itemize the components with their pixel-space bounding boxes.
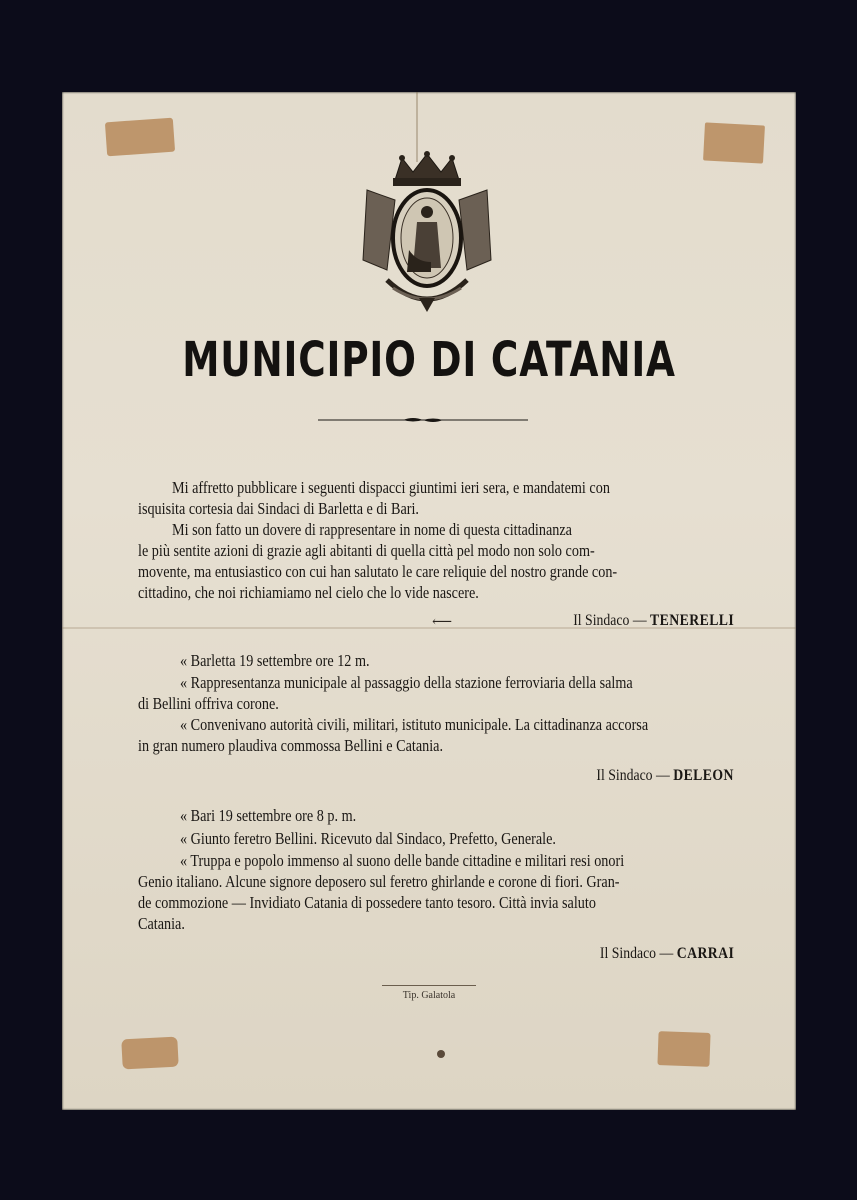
signature-prefix: Il Sindaco — (573, 612, 647, 629)
signature-name: TENERELLI (649, 612, 734, 629)
paper-stain (703, 122, 765, 163)
bari-line: Genio italiano. Alcune signore deposero sul feretro ghirlande e corone di fiori. Gran- (138, 872, 620, 891)
intro-line: movente, ma entusiastico con cui han salutato le care reliquie del nostro grande con- (138, 562, 618, 581)
barletta-line: « Barletta 19 settembre ore 12 m. (180, 651, 370, 670)
bari-line: « Truppa e popolo immenso al suono delle bande cittadine e militari resi onori (180, 851, 625, 870)
page-title: MUNICIPIO DI CATANIA (182, 332, 676, 388)
intro-line: Mi affretto pubblicare i seguenti dispacci giuntimi ieri sera, e mandatemi con (172, 478, 610, 497)
intro-line: Mi son fatto un dovere di rappresentare in nome di questa cittadinanza (172, 520, 572, 539)
bari-line: « Bari 19 settembre ore 8 p. m. (180, 806, 357, 825)
paper-stain (121, 1037, 178, 1070)
barletta-line: « Rappresentanza municipale al passaggio della stazione ferroviaria della salma (180, 673, 633, 692)
barletta-line: « Convenivano autorità civili, militari, istituto municipale. La cittadinanza accorsa (180, 715, 649, 734)
catania-coat-of-arms-icon (357, 150, 497, 315)
printer-rule (382, 985, 476, 986)
printer-credit: Tip. Galatola (402, 990, 456, 1001)
signature-prefix: Il Sindaco — (599, 945, 673, 962)
signature-prefix: Il Sindaco — (596, 767, 670, 784)
signature-tenerelli (573, 612, 734, 630)
intro-line: isquisita cortesia dai Sindaci di Barletta e di Bari. (138, 499, 419, 518)
ornamental-divider-icon (318, 416, 528, 424)
intro-line: cittadino, che noi richiamiamo nel cielo che lo vide nascere. (138, 583, 479, 602)
bari-line: de commozione — Invidiato Catania di possedere tanto tesoro. Città invia saluto (138, 893, 596, 912)
signature-name: CARRAI (676, 945, 734, 962)
poster-sheet (62, 92, 796, 1110)
bari-line: « Giunto feretro Bellini. Ricevuto dal Sindaco, Prefetto, Generale. (180, 829, 556, 848)
paper-stain (657, 1031, 710, 1067)
intro-line: le più sentite azioni di grazie agli abitanti di quella città pel modo non solo com- (138, 541, 595, 560)
signature-deleon (596, 767, 734, 785)
bari-line: Catania. (138, 914, 185, 933)
signature-carrai (600, 945, 734, 963)
pin-hole (437, 1050, 445, 1058)
signature-name: DELEON (673, 767, 734, 784)
paper-stain (105, 118, 175, 157)
barletta-line: di Bellini offriva corone. (138, 694, 279, 713)
arrow-mark-icon: ⟵ (432, 615, 453, 630)
barletta-line: in gran numero plaudiva commossa Bellini e Catania. (138, 736, 444, 755)
